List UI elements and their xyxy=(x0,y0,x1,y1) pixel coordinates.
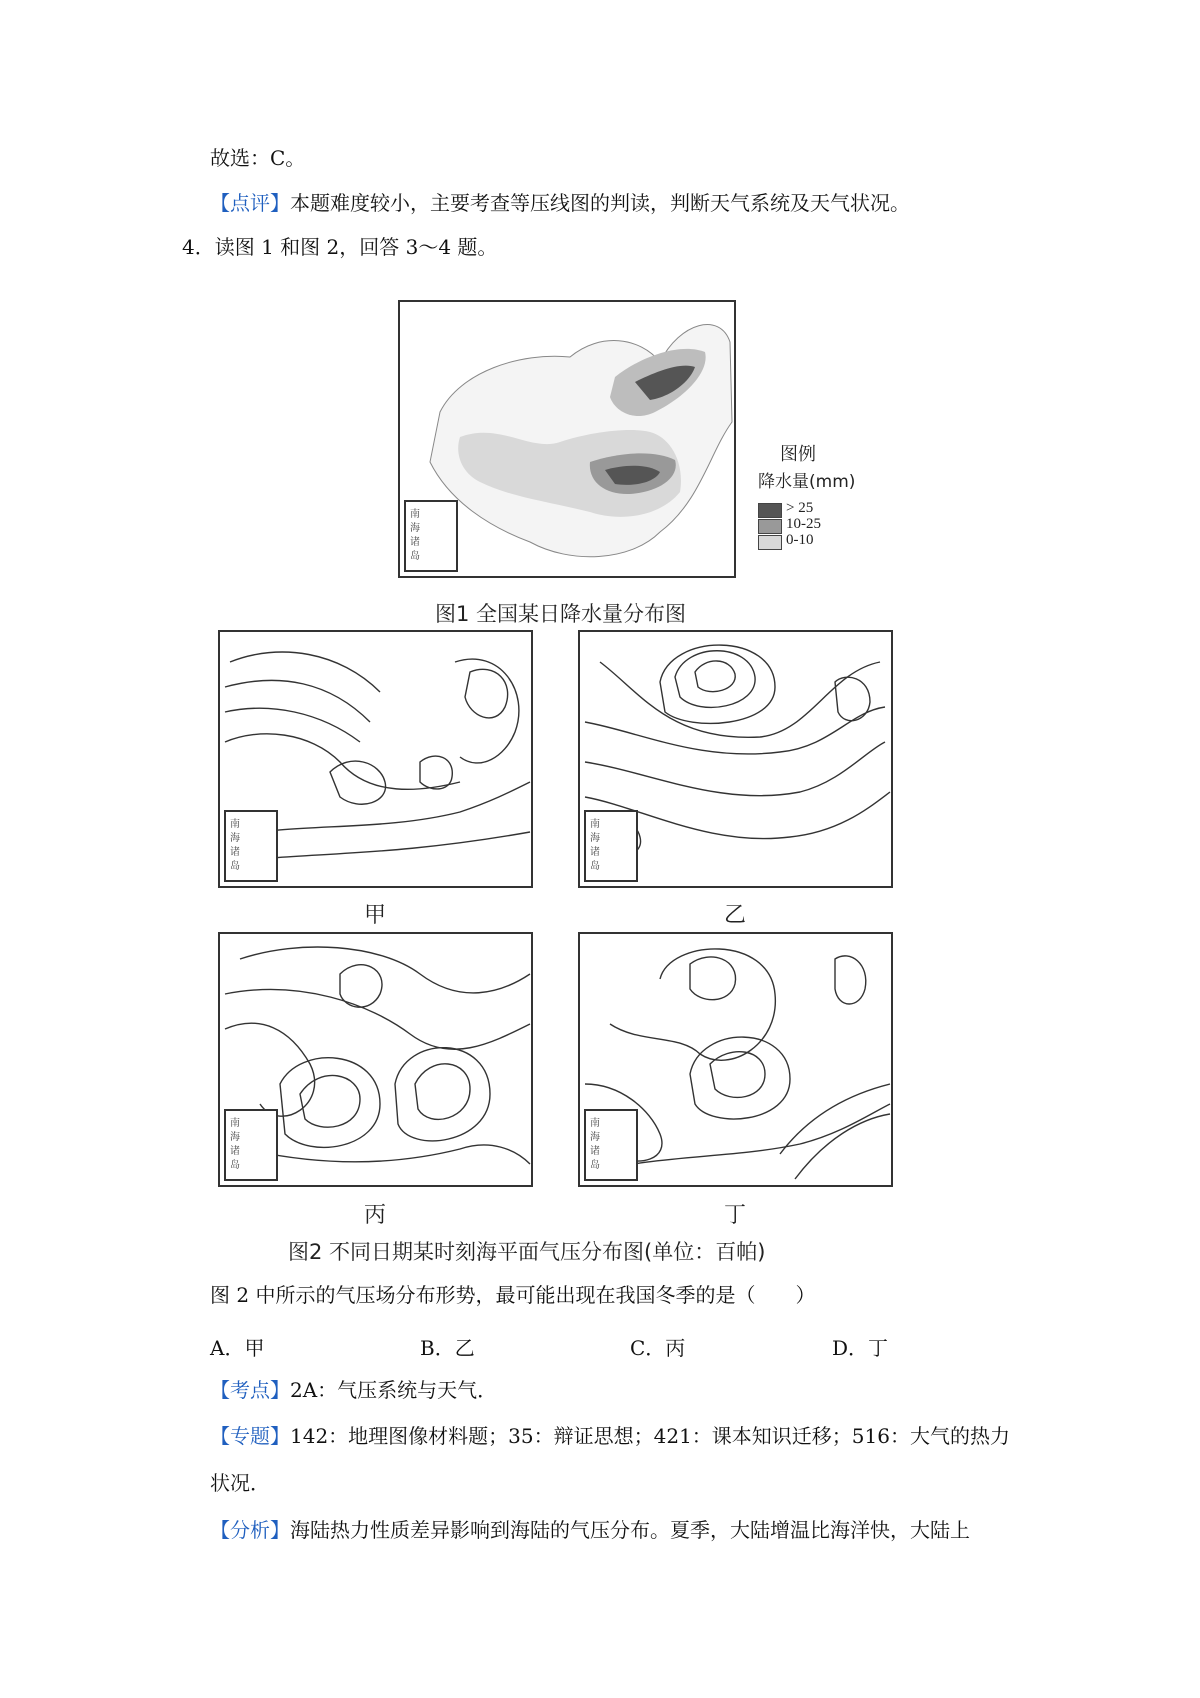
kaodian-tag: 【考点】 xyxy=(210,1378,290,1402)
zhuanti-text: 142：地理图像材料题；35：辩证思想；421：课本知识迁移；516：大气的热力 xyxy=(290,1424,1010,1448)
pressure-map-yi xyxy=(578,630,893,888)
legend-label-0-10: 0-10 xyxy=(786,532,814,548)
south-china-sea-inset: 南海诸岛 xyxy=(224,810,278,882)
south-china-sea-inset: 南海诸岛 xyxy=(584,810,638,882)
comment-tag: 【点评】 xyxy=(210,191,290,215)
legend-label-10-25: 10-25 xyxy=(786,516,821,532)
panel-label-yi: 乙 xyxy=(724,903,747,928)
pressure-map-bing xyxy=(218,932,533,1187)
pressure-map-ding xyxy=(578,932,893,1187)
south-china-sea-inset: 南海诸岛 xyxy=(584,1109,638,1181)
fenxi-text: 海陆热力性质差异影响到海陆的气压分布。夏季，大陆增温比海洋快，大陆上 xyxy=(290,1518,970,1542)
question-text: 图 2 中所示的气压场分布形势，最可能出现在我国冬季的是（ ） xyxy=(210,1283,816,1307)
zhuanti-continuation: 状况． xyxy=(210,1471,270,1495)
legend-label-gt25: > 25 xyxy=(786,500,814,516)
legend-swatch-0-10 xyxy=(758,535,782,550)
option-d[interactable]: D．丁 xyxy=(832,1336,889,1360)
zhuanti-line xyxy=(210,1426,1010,1446)
option-b[interactable]: B．乙 xyxy=(420,1336,475,1360)
south-china-sea-inset: 南海诸岛 xyxy=(404,500,458,572)
zhuanti-tag: 【专题】 xyxy=(210,1424,290,1448)
legend-swatch-gt25 xyxy=(758,503,782,518)
figure2-caption: 图2 不同日期某时刻海平面气压分布图(单位：百帕) xyxy=(288,1240,766,1264)
kaodian-text: 2A：气压系统与天气． xyxy=(290,1378,498,1402)
pressure-map-jia xyxy=(218,630,533,888)
panel-label-ding: 丁 xyxy=(724,1203,747,1228)
comment-text: 本题难度较小，主要考查等压线图的判读，判断天气系统及天气状况。 xyxy=(290,191,910,215)
question-4-heading: 4．读图 1 和图 2，回答 3～4 题。 xyxy=(182,235,498,259)
legend-title: 图例 xyxy=(780,444,816,465)
answer-line: 故选：C。 xyxy=(210,146,306,170)
comment-line xyxy=(210,193,910,213)
panel-label-bing: 丙 xyxy=(364,1203,387,1228)
fenxi-tag: 【分析】 xyxy=(210,1518,290,1542)
kaodian-line xyxy=(210,1380,497,1400)
legend-subtitle: 降水量(mm) xyxy=(758,472,856,492)
figure1-caption: 图1 全国某日降水量分布图 xyxy=(435,602,687,626)
south-china-sea-inset: 南海诸岛 xyxy=(224,1109,278,1181)
panel-label-jia: 甲 xyxy=(364,903,387,928)
legend-swatch-10-25 xyxy=(758,519,782,534)
option-c[interactable]: C．丙 xyxy=(630,1336,686,1360)
fenxi-line xyxy=(210,1520,970,1540)
option-a[interactable]: A．甲 xyxy=(210,1336,265,1360)
figure1-map xyxy=(398,300,736,578)
